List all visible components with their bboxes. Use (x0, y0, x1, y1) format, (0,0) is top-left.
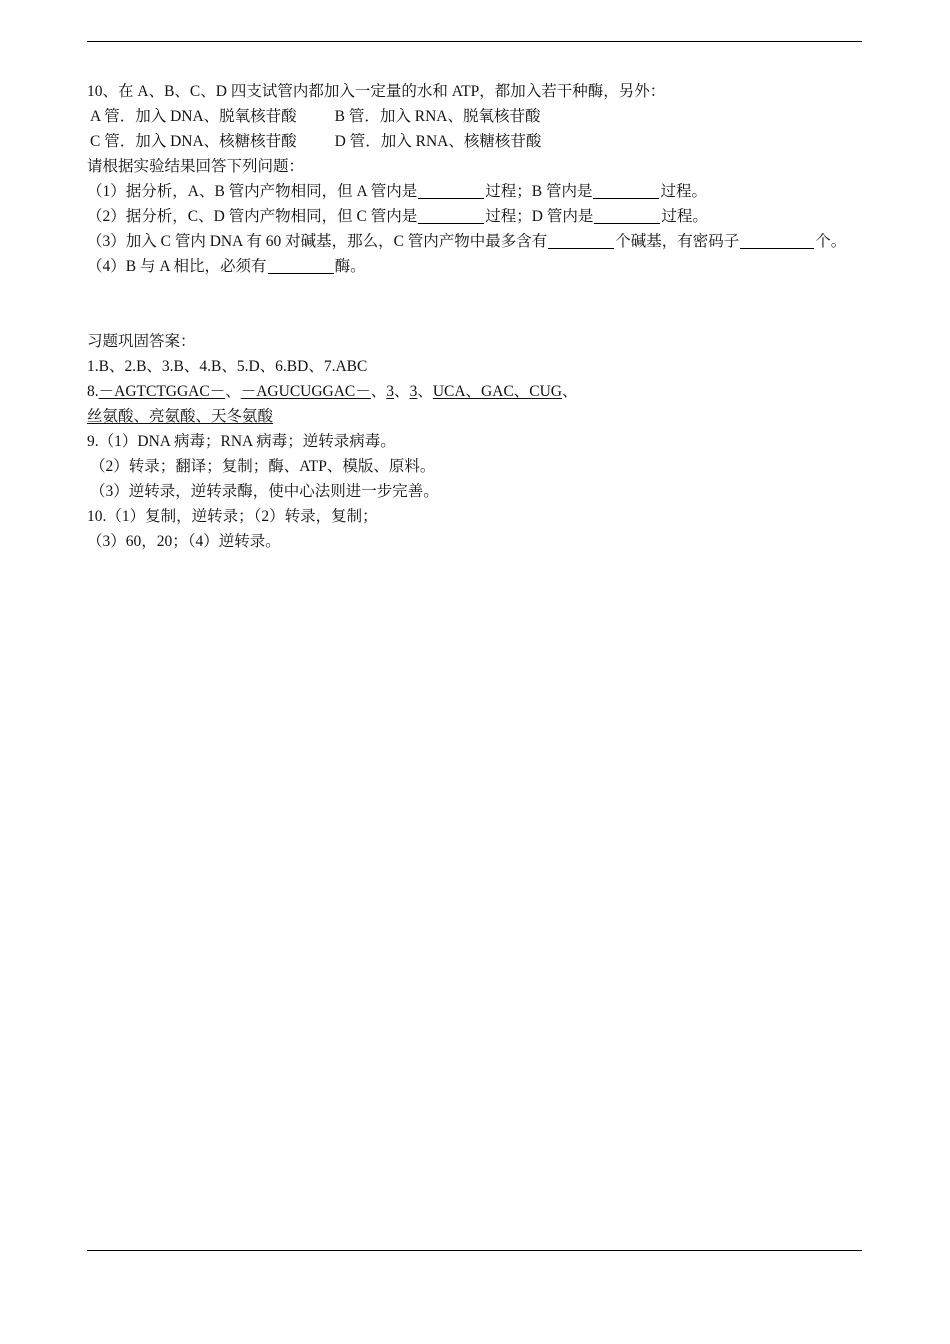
separator: 、 (562, 383, 578, 400)
a8-count-1: 3 (386, 383, 395, 400)
sub-question-2 (87, 204, 867, 229)
header-rule (87, 41, 862, 42)
separator: 、 (417, 383, 433, 400)
answers-1-7: 1.B、2.B、3.B、4.B、5.D、6.BD、7.ABC (87, 358, 368, 375)
a8-amino-acids: 丝氨酸、亮氨酸、天冬氨酸 (87, 408, 274, 425)
q2-text-b: 过程；D 管内是 (485, 208, 594, 225)
tubes-a-b (87, 104, 867, 129)
q4-text-a: （4）B 与 A 相比，必须有 (87, 258, 267, 275)
separator: 、 (370, 383, 387, 400)
q3-text-a: （3）加入 C 管内 DNA 有 60 对碱基，那么，C 管内产物中最多含有 (87, 233, 548, 250)
tubes-c-d (87, 129, 867, 154)
answer-blank (740, 231, 814, 249)
a8-codons: UCA、GAC、CUG (432, 383, 563, 400)
a8-dna-sequence: －AGTCTGGAC－ (98, 383, 226, 400)
q1-text-a: （1）据分析，A、B 管内产物相同，但 A 管内是 (87, 183, 418, 200)
question-prompt: 请根据实验结果回答下列问题： (87, 158, 305, 175)
document-body (87, 79, 867, 554)
tube-d: D 管．加入 RNA、核糖核苷酸 (334, 133, 542, 150)
tube-c: C 管．加入 DNA、核糖核苷酸 (90, 133, 297, 150)
answers-heading: 习题巩固答案： (87, 333, 196, 350)
answer-10-1: 10.（1）复制，逆转录；（2）转录，复制； (87, 508, 378, 525)
answer-blank (268, 256, 334, 274)
separator: 、 (394, 383, 410, 400)
tube-a: A 管．加入 DNA、脱氧核苷酸 (90, 108, 297, 125)
sub-question-4 (87, 254, 867, 279)
answer-9-2: （2）转录；翻译；复制；酶、ATP、模版、原料。 (90, 458, 436, 475)
q1-text-b: 过程；B 管内是 (485, 183, 593, 200)
answer-blank (418, 181, 484, 199)
answer-8 (87, 379, 867, 404)
answer-9-1: 9.（1）DNA 病毒；RNA 病毒；逆转录病毒。 (87, 433, 396, 450)
answer-8-continued (87, 404, 867, 429)
separator: 、 (225, 383, 241, 400)
question-10-stem: 10、在 A、B、C、D 四支试管内都加入一定量的水和 ATP，都加入若干种酶，另外： (87, 83, 666, 100)
answer-blank (548, 231, 614, 249)
answer-blank (593, 181, 659, 199)
q4-text-b: 酶。 (334, 258, 366, 275)
a8-count-2: 3 (409, 383, 418, 400)
answer-10-2: （3）60，20；（4）逆转录。 (87, 533, 281, 550)
answer-blank (594, 206, 660, 224)
section-spacer (87, 279, 867, 329)
q1-text-c: 过程。 (660, 183, 707, 200)
a8-prefix: 8. (87, 383, 99, 400)
a8-rna-sequence: －AGUCUGGAC－ (240, 383, 371, 400)
q3-text-c: 个。 (815, 233, 847, 250)
q2-text-c: 过程。 (661, 208, 708, 225)
tube-b: B 管．加入 RNA、脱氧核苷酸 (334, 108, 541, 125)
sub-question-1 (87, 179, 867, 204)
footer-rule (87, 1250, 862, 1251)
answer-blank (418, 206, 484, 224)
sub-question-3 (87, 229, 867, 254)
q2-text-a: （2）据分析，C、D 管内产物相同，但 C 管内是 (87, 208, 418, 225)
answer-9-3: （3）逆转录，逆转录酶，使中心法则进一步完善。 (90, 483, 439, 500)
q3-text-b: 个碱基，有密码子 (615, 233, 740, 250)
